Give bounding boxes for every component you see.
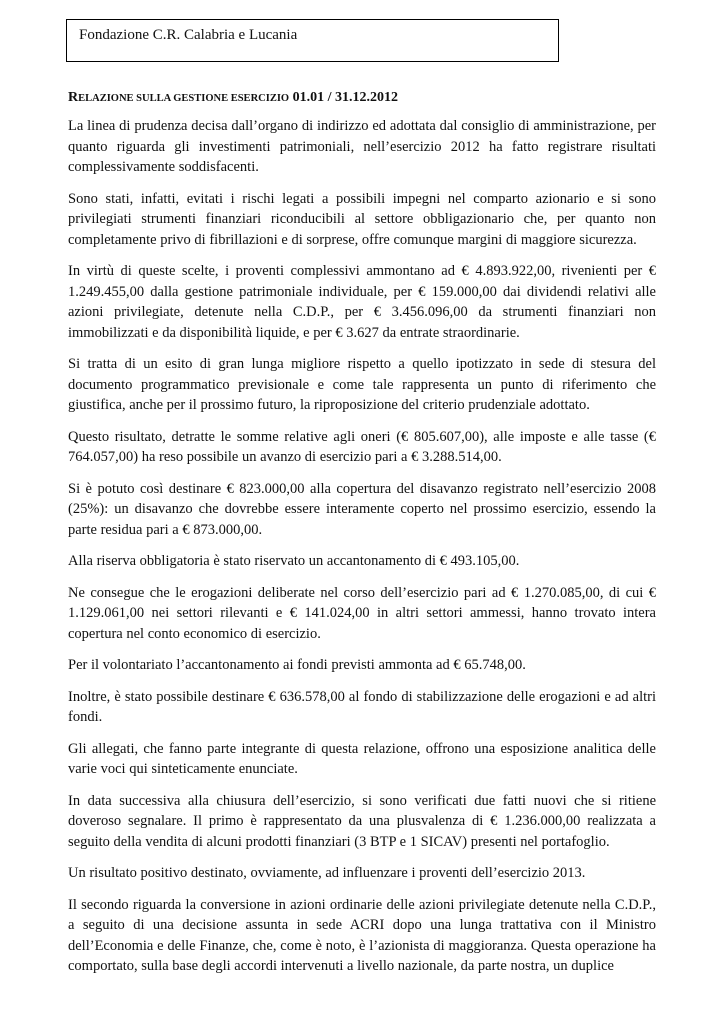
paragraph: Si è potuto così destinare € 823.000,00 alla copertura del disavanzo registrato nell’esercizio 2008 (25%): un disavanzo che dovrebbe essere interamente coperto nel prossimo esercizio, essendo la parte residua pari a € 873.000,00. xyxy=(68,480,656,538)
title-small-caps: ELAZIONE SULLA GESTIONE ESERCIZIO xyxy=(78,93,290,104)
paragraph: Sono stati, infatti, evitati i rischi legati a possibili impegni nel comparto azionario e si sono privilegiati strumenti finanziari riconducibili al settore obbligazionario che, per quanto non completamente privo di fibrillazioni e di sorprese, offre comunque margini di maggiore sicurezza. xyxy=(68,190,656,248)
paragraph: Il secondo riguarda la conversione in azioni ordinarie delle azioni privilegiate detenute nella C.D.P., a seguito di una decisione assunta in sede ACRI dopo una lunga trattativa con il Ministro dell’Economia e delle Finanze, che, come è noto, è l’azionista di maggioranza. Questa operazione ha comportato, sulla base degli accordi intervenuti a livello nazionale, da parte nostra, un duplice xyxy=(68,896,656,974)
paragraph: Alla riserva obbligatoria è stato riservato un accantonamento di € 493.105,00. xyxy=(68,553,520,569)
header-box xyxy=(66,19,559,62)
report-body xyxy=(68,116,656,988)
title-period: 01.01 / 31.12.2012 xyxy=(289,90,398,105)
paragraph: Ne consegue che le erogazioni deliberate nel corso dell’esercizio pari ad € 1.270.085,00, di cui € 1.129.061,00 nei settori rilevanti e € 141.024,00 in altri settori ammessi, hanno trovato intera copertura nel conto economico di esercizio. xyxy=(68,584,656,642)
paragraph: La linea di prudenza decisa dall’organo di indirizzo ed adottata dal consiglio di amministrazione, per quanto riguarda gli investimenti patrimoniali, nell’esercizio 2012 ha fatto registrare risultati complessivamente soddisfacenti. xyxy=(68,118,656,175)
paragraph: Gli allegati, che fanno parte integrante di questa relazione, offrono una esposizione analitica delle varie voci qui sinteticamente enunciate. xyxy=(68,740,656,777)
paragraph: Un risultato positivo destinato, ovviamente, ad influenzare i proventi dell’esercizio 2013. xyxy=(68,865,586,881)
foundation-name: Fondazione C.R. Calabria e Lucania xyxy=(79,27,298,43)
paragraph: In virtù di queste scelte, i proventi complessivi ammontano ad € 4.893.922,00, rivenienti per € 1.249.455,00 dalla gestione patrimoniale individuale, per € 159.000,00 dai dividendi relativi alle azioni privilegiate, detenute nella C.D.P., per € 3.456.096,00 da strumenti finanziari non immobilizzati e da disponibilità liquide, e per € 3.627 da entrate straordinarie. xyxy=(68,263,656,341)
title-lead-letter: R xyxy=(68,90,79,105)
paragraph: Questo risultato, detratte le somme relative agli oneri (€ 805.607,00), alle imposte e alle tasse (€ 764.057,00) ha reso possibile un avanzo di esercizio pari a € 3.288.514,00. xyxy=(68,428,656,465)
paragraph: Per il volontariato l’accantonamento ai fondi previsti ammonta ad € 65.748,00. xyxy=(68,657,526,673)
paragraph: Si tratta di un esito di gran lunga migliore rispetto a quello ipotizzato in sede di stesura del documento programmatico previsionale e come tale rappresenta un punto di riferimento che giustifica, anche per il prossimo futuro, la riproposizione del criterio prudenziale adottato. xyxy=(68,356,656,413)
paragraph: In data successiva alla chiusura dell’esercizio, si sono verificati due fatti nuovi che si ritiene doveroso segnalare. Il primo è rappresentato da una plusvalenza di € 1.236.000,00 realizzata a seguito della vendita di alcuni prodotti finanziari (3 BTP e 1 SICAV) presenti nel portafoglio. xyxy=(68,792,656,850)
paragraph: Inoltre, è stato possibile destinare € 636.578,00 al fondo di stabilizzazione delle erogazioni e ad altri fondi. xyxy=(68,688,656,725)
report-title xyxy=(68,89,398,108)
